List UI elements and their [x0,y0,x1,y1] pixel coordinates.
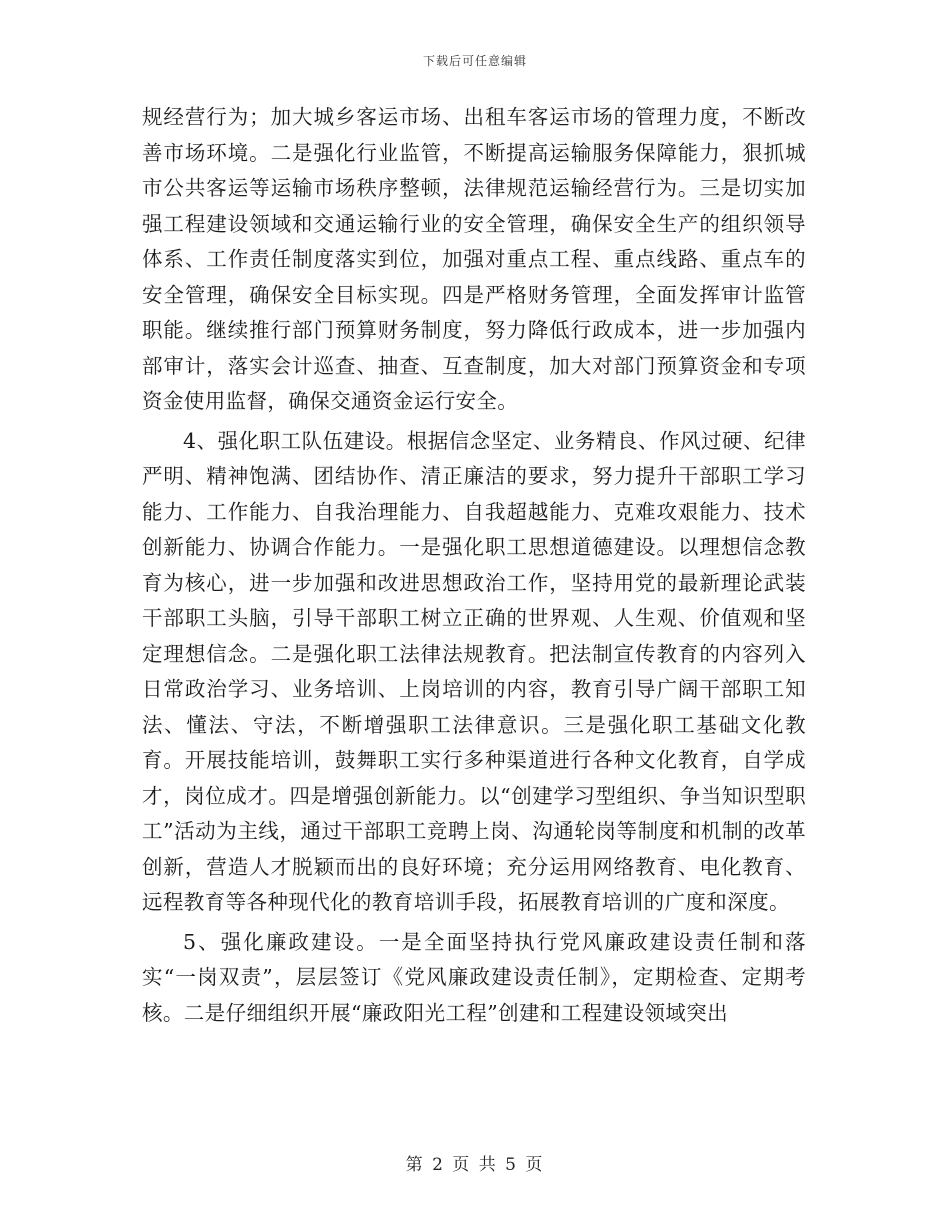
document-body [142,100,806,1031]
page-number: 第 2 页 共 5 页 [405,1155,545,1175]
paragraph-section-4: 4、强化职工队伍建设。根据信念坚定、业务精良、作风过硬、纪律严明、精神饱满、团结协作、清正廉洁的要求，努力提升干部职工学习能力、工作能力、自我治理能力、自我超越能力、克难攻艰能力、技术创新能力、协调合作能力。一是强化职工思想道德建设。以理想信念教育为核心，进一步加强和改进思想政治工作，坚持用党的最新理论武装干部职工头脑，引导干部职工树立正确的世界观、人生观、价值观和坚定理想信念。二是强化职工法律法规教育。把法制宣传教育的内容列入日常政治学习、业务培训、上岗培训的内容，教育引导广阔干部职工知法、懂法、守法，不断增强职工法律意识。三是强化职工基础文化教育。开展技能培训，鼓舞职工实行多种渠道进行各种文化教育，自学成才，岗位成才。四是增强创新能力。以“创建学习型组织、争当知识型职工”活动为主线，通过干部职工竞聘上岗、沟通轮岗等制度和机制的改革创新，营造人才脱颖而出的良好环境；充分运用网络教育、电化教育、远程教育等各种现代化的教育培训手段，拓展教育培训的广度和深度。 [142,428,806,914]
paragraph-section-5: 5、强化廉政建设。一是全面坚持执行党风廉政建设责任制和落实“一岗双责”，层层签订《党风廉政建设责任制》，定期检查、定期考核。二是仔细组织开展“廉政阳光工程”创建和工程建设领域突出 [142,929,806,1025]
page-header: 下载后可任意编辑 [422,54,527,68]
paragraph-continuation: 规经营行为；加大城乡客运市场、出租车客运市场的管理力度，不断改善市场环境。二是强化行业监管，不断提高运输服务保障能力，狠抓城市公共客运等运输市场秩序整顿，法律规范运输经营行为。三是切实加强工程建设领域和交通运输行业的安全管理，确保安全生产的组织领导体系、工作责任制度落实到位，加强对重点工程、重点线路、重点车的安全管理，确保安全目标实现。四是严格财务管理，全面发挥审计监管职能。继续推行部门预算财务制度，努力降低行政成本，进一步加强内部审计，落实会计巡查、抽查、互查制度，加大对部门预算资金和专项资金使用监督，确保交通资金运行安全。 [142,105,806,413]
